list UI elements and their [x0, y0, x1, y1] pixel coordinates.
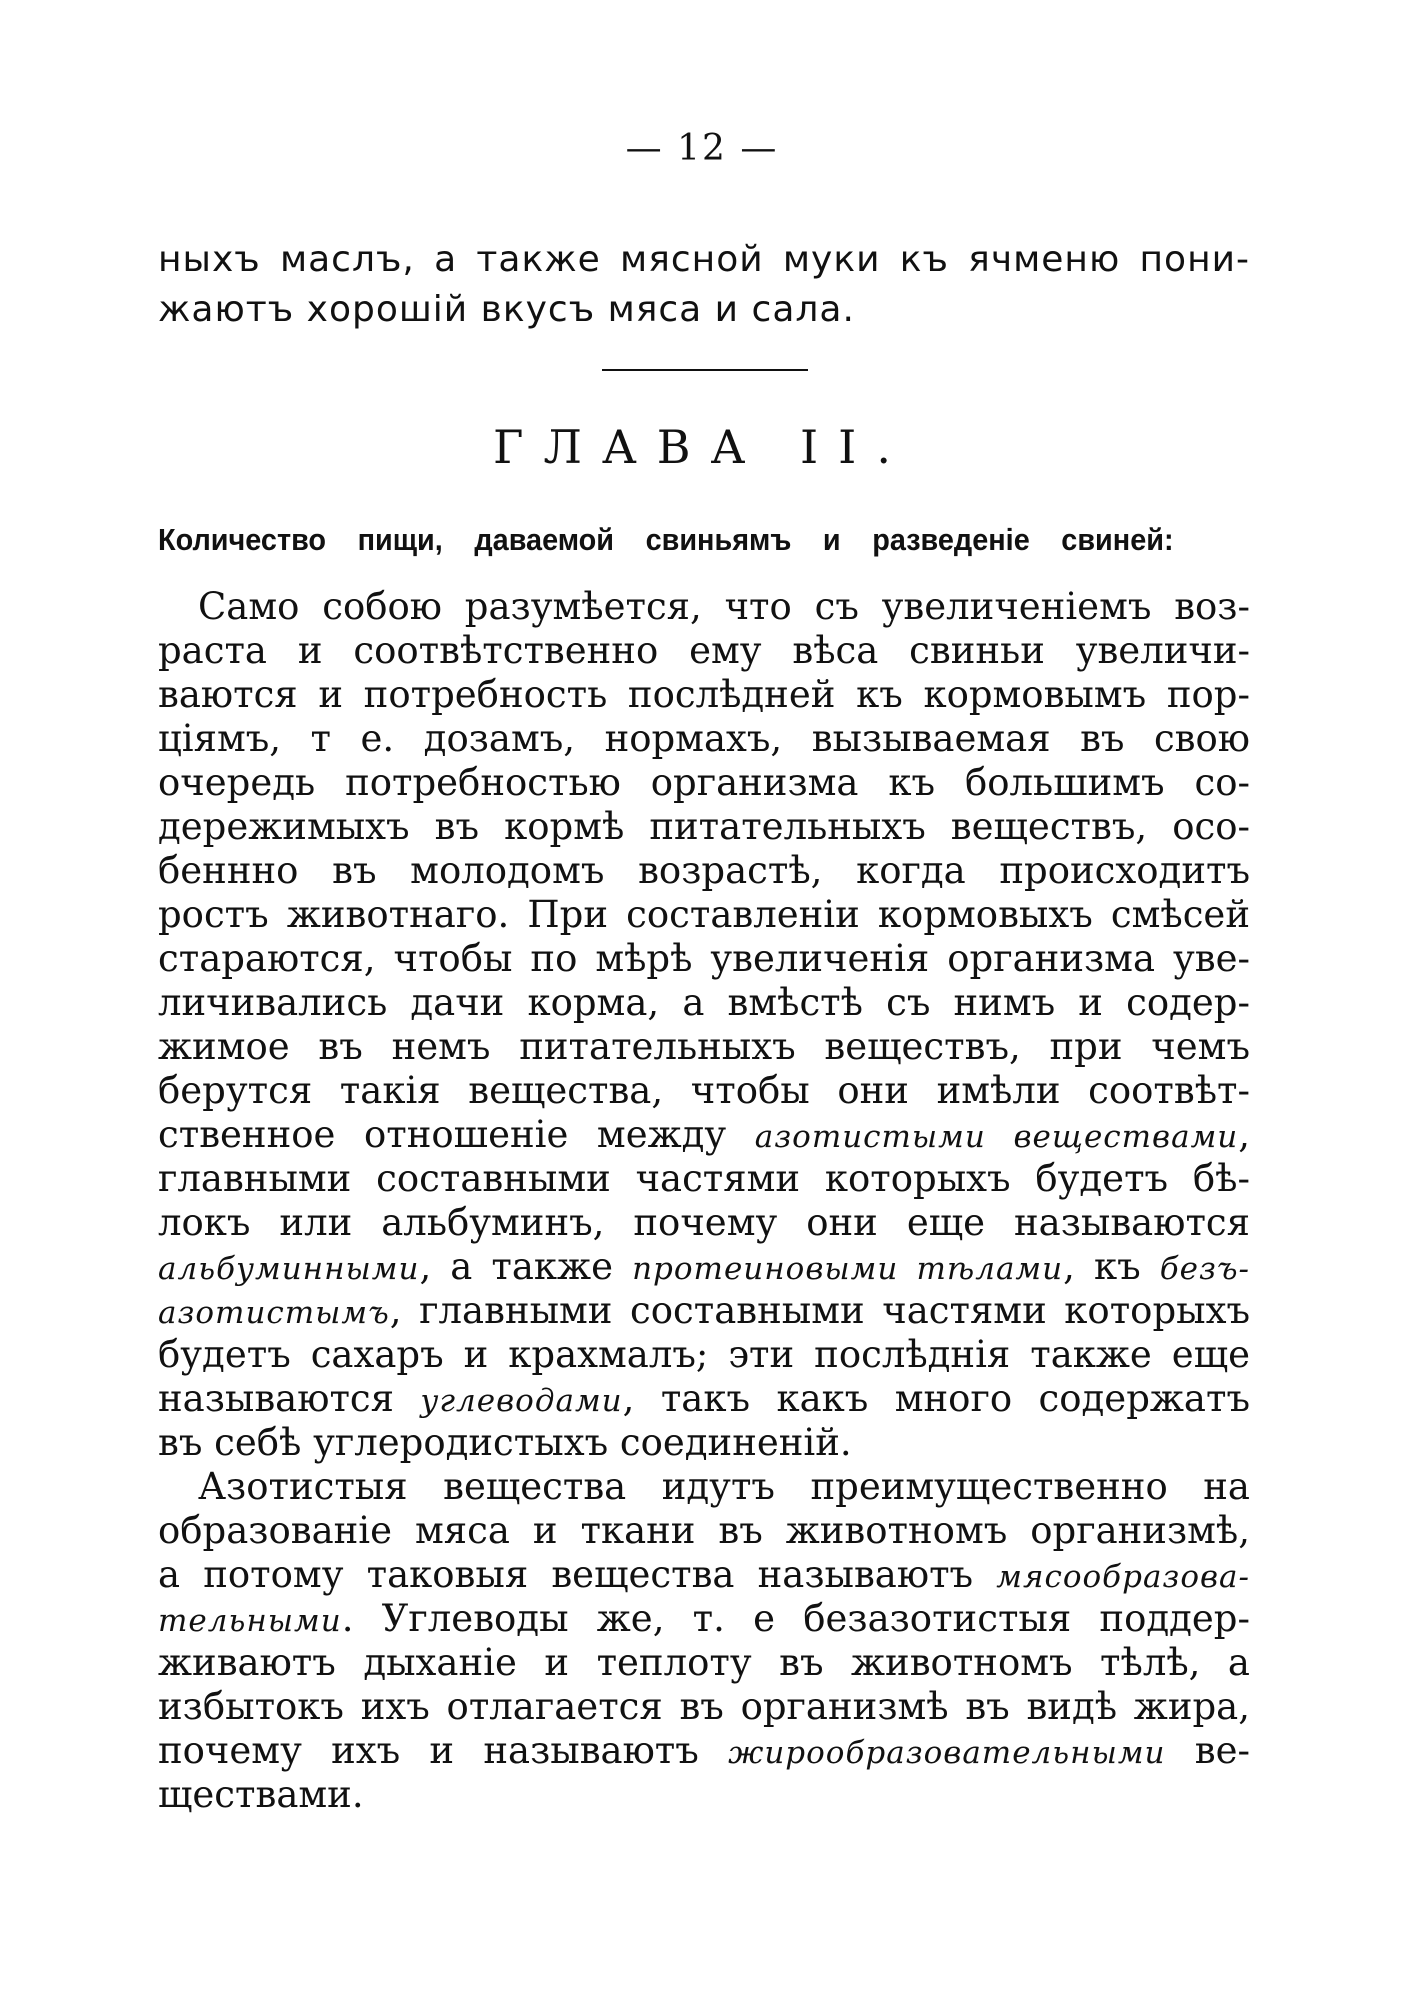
italic-term: азотистымъ: [158, 1295, 390, 1331]
text-line: главными составными частями которыхъ будетъ бѣ-: [158, 1157, 1250, 1200]
chapter-subheading: Количество пищи, даваемой свиньямъ и разведеніе свиней:: [158, 522, 1174, 557]
text-line: стараются, чтобы по мѣрѣ увеличенія организма уве-: [158, 937, 1250, 980]
text-line: [158, 1729, 1250, 1773]
paragraph-one: [158, 585, 1250, 1465]
italic-term: азотистыми веществами: [754, 1119, 1239, 1155]
text-line: [158, 1289, 1250, 1333]
line-text-segment: а потому таковыя вещества называютъ: [158, 1553, 997, 1596]
text-line: ныхъ маслъ, а также мясной муки къ ячменю пони-: [158, 239, 1250, 280]
text-line: ществами.: [158, 1773, 364, 1816]
page-number: — 12 —: [625, 128, 779, 169]
text-line: образованіе мяса и ткани въ животномъ организмѣ,: [158, 1509, 1250, 1552]
intro-text: [158, 235, 1250, 335]
text-line: избытокъ ихъ отлагается въ организмѣ въ видѣ жира,: [158, 1685, 1250, 1728]
line-text-segment: , къ: [1063, 1245, 1160, 1288]
text-line: [158, 1377, 1250, 1421]
paragraph-two: [158, 1465, 1250, 1817]
italic-term: тельными: [158, 1603, 342, 1639]
text-line: беннно въ молодомъ возрастѣ, когда происходитъ: [158, 849, 1250, 892]
text-line: Азотистыя вещества идутъ преимущественно на: [198, 1465, 1250, 1508]
text-line: ростъ животнаго. При составленіи кормовыхъ смѣсей: [158, 893, 1250, 936]
line-text-segment: ве-: [1165, 1729, 1250, 1772]
line-text-segment: ,: [1238, 1113, 1250, 1156]
text-line: очередь потребностью организма къ большимъ со-: [158, 761, 1250, 804]
line-text-segment: . Углеводы же, т. е безазотистыя поддер-: [341, 1597, 1250, 1640]
text-line: дережимыхъ въ кормѣ питательныхъ веществъ, осо-: [158, 805, 1250, 848]
italic-term: мясообразова-: [996, 1559, 1250, 1595]
italic-term: безъ-: [1159, 1251, 1250, 1287]
text-line: [158, 1597, 1250, 1641]
line-text-segment: почему ихъ и называютъ: [158, 1729, 729, 1772]
text-line: живаютъ дыханіе и теплоту въ животномъ тѣлѣ, а: [158, 1641, 1250, 1684]
italic-term: жирообразовательными: [728, 1735, 1166, 1771]
text-line: локъ или альбуминъ, почему они еще называются: [158, 1201, 1250, 1244]
line-text-segment: называются: [158, 1377, 421, 1420]
section-divider: [602, 369, 808, 371]
text-line: раста и соотвѣтственно ему вѣса свиньи увеличи-: [158, 629, 1250, 672]
text-line: въ себѣ углеродистыхъ соединеній.: [158, 1421, 852, 1464]
chapter-title: ГЛАВА II.: [493, 420, 911, 474]
text-line: ваются и потребность послѣдней къ кормовымъ пор-: [158, 673, 1250, 716]
text-line: [158, 1553, 1250, 1597]
line-text-segment: , главными составными частями которыхъ: [389, 1289, 1250, 1332]
italic-term: протеиновыми тѣлами: [632, 1251, 1064, 1287]
text-line: [158, 1245, 1250, 1289]
italic-term: углеводами: [420, 1383, 623, 1419]
text-line: [158, 1113, 1250, 1157]
text-line: жимое въ немъ питательныхъ веществъ, при чемъ: [158, 1025, 1250, 1068]
italic-term: альбуминными: [158, 1251, 420, 1287]
text-line: будетъ сахаръ и крахмалъ; эти послѣднія также еще: [158, 1333, 1250, 1376]
text-line: берутся такія вещества, чтобы они имѣли соотвѣт-: [158, 1069, 1250, 1112]
line-text-segment: , такъ какъ много содержатъ: [622, 1377, 1250, 1420]
text-line: личивались дачи корма, а вмѣстѣ съ нимъ и содер-: [158, 981, 1250, 1024]
line-text-segment: , а также: [419, 1245, 633, 1288]
text-line: ціямъ, т е. дозамъ, нормахъ, вызываемая въ свою: [158, 717, 1250, 760]
text-line: жаютъ хорошій вкусъ мяса и сала.: [158, 289, 855, 330]
text-line: Само собою разумѣется, что съ увеличеніемъ воз-: [198, 585, 1250, 628]
line-text-segment: ственное отношеніе между: [158, 1113, 755, 1156]
